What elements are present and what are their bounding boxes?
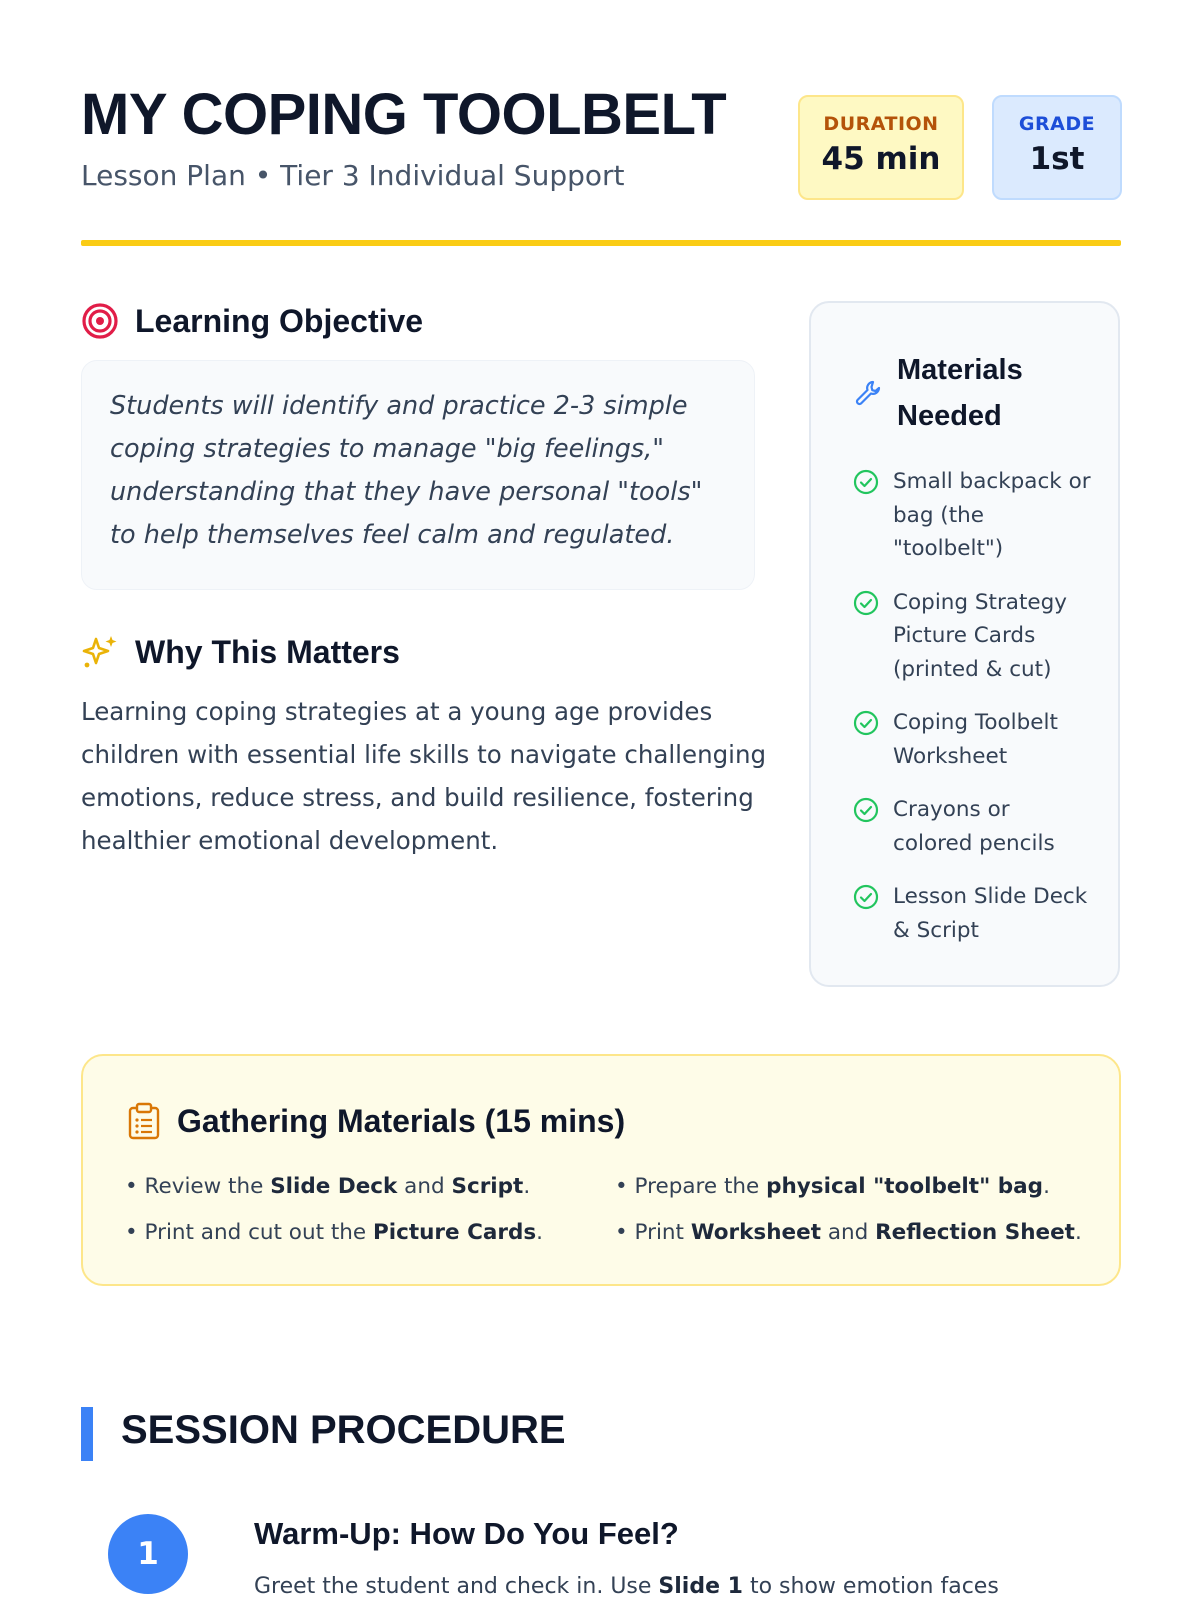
gathering-box xyxy=(81,1054,1121,1286)
sparkles-icon xyxy=(81,633,119,671)
materials-heading-text: Materials Needed xyxy=(897,354,1023,432)
material-label: Coping Toolbelt Worksheet xyxy=(893,710,1058,769)
header-divider xyxy=(81,240,1121,246)
material-label: Small backpack or bag (the "toolbelt") xyxy=(893,469,1091,561)
list-item xyxy=(853,793,1093,860)
why-heading xyxy=(81,633,400,671)
gathering-item: • Print Worksheet and Reflection Sheet. xyxy=(615,1220,1082,1245)
gathering-item: • Prepare the physical "toolbelt" bag. xyxy=(615,1174,1050,1199)
clipboard-icon xyxy=(127,1102,161,1140)
list-item xyxy=(853,586,1093,687)
list-item xyxy=(853,706,1093,773)
gathering-item: • Review the Slide Deck and Script. xyxy=(125,1174,531,1199)
wrench-icon xyxy=(853,378,883,408)
objective-heading-text: Learning Objective xyxy=(135,302,424,339)
objective-text: Students will identify and practice 2-3 simple coping strategies to manage "big feelings," understanding that they have personal "tools" to help themselves feel calm and regulated. xyxy=(110,391,703,550)
why-heading-text: Why This Matters xyxy=(135,633,400,670)
material-label: Lesson Slide Deck & Script xyxy=(893,884,1088,943)
grade-label: GRADE xyxy=(1018,113,1096,135)
check-circle-icon xyxy=(853,710,879,736)
check-circle-icon xyxy=(853,884,879,910)
gathering-heading xyxy=(127,1102,625,1140)
objective-heading xyxy=(81,302,423,340)
why-text: Learning coping strategies at a young age provides children with essential life skills to navigate challenging emotions, reduce stress, and build resilience, fostering healthier emotional development. xyxy=(81,697,767,855)
grade-value: 1st xyxy=(1029,141,1085,177)
material-label: Coping Strategy Picture Cards (printed & cut) xyxy=(893,589,1068,682)
materials-list xyxy=(853,465,1093,967)
check-circle-icon xyxy=(853,590,879,616)
target-icon xyxy=(81,302,119,340)
page-title: MY COPING TOOLBELT xyxy=(81,82,727,147)
duration-label: DURATION xyxy=(823,113,939,135)
objective-box xyxy=(81,360,755,590)
materials-card xyxy=(809,301,1120,987)
gathering-item: • Print and cut out the Picture Cards. xyxy=(125,1220,544,1245)
step-number-badge: 1 xyxy=(108,1514,188,1594)
duration-value: 45 min xyxy=(821,141,941,177)
lesson-header xyxy=(81,80,1121,248)
step-description: Greet the student and check in. Use Slide 1 to show emotion faces xyxy=(254,1574,999,1599)
duration-badge xyxy=(798,95,964,200)
gathering-heading-text: Gathering Materials (15 mins) xyxy=(177,1102,626,1139)
grade-badge xyxy=(992,95,1122,200)
page-subtitle: Lesson Plan • Tier 3 Individual Support xyxy=(81,159,625,192)
procedure-heading: SESSION PROCEDURE xyxy=(121,1408,566,1452)
list-item xyxy=(853,465,1093,566)
material-label: Crayons or colored pencils xyxy=(893,797,1055,856)
check-circle-icon xyxy=(853,797,879,823)
materials-heading xyxy=(853,347,1047,439)
procedure-accent-bar xyxy=(81,1407,93,1461)
step-title: Warm-Up: How Do You Feel? xyxy=(254,1516,679,1551)
check-circle-icon xyxy=(853,469,879,495)
list-item xyxy=(853,880,1093,947)
